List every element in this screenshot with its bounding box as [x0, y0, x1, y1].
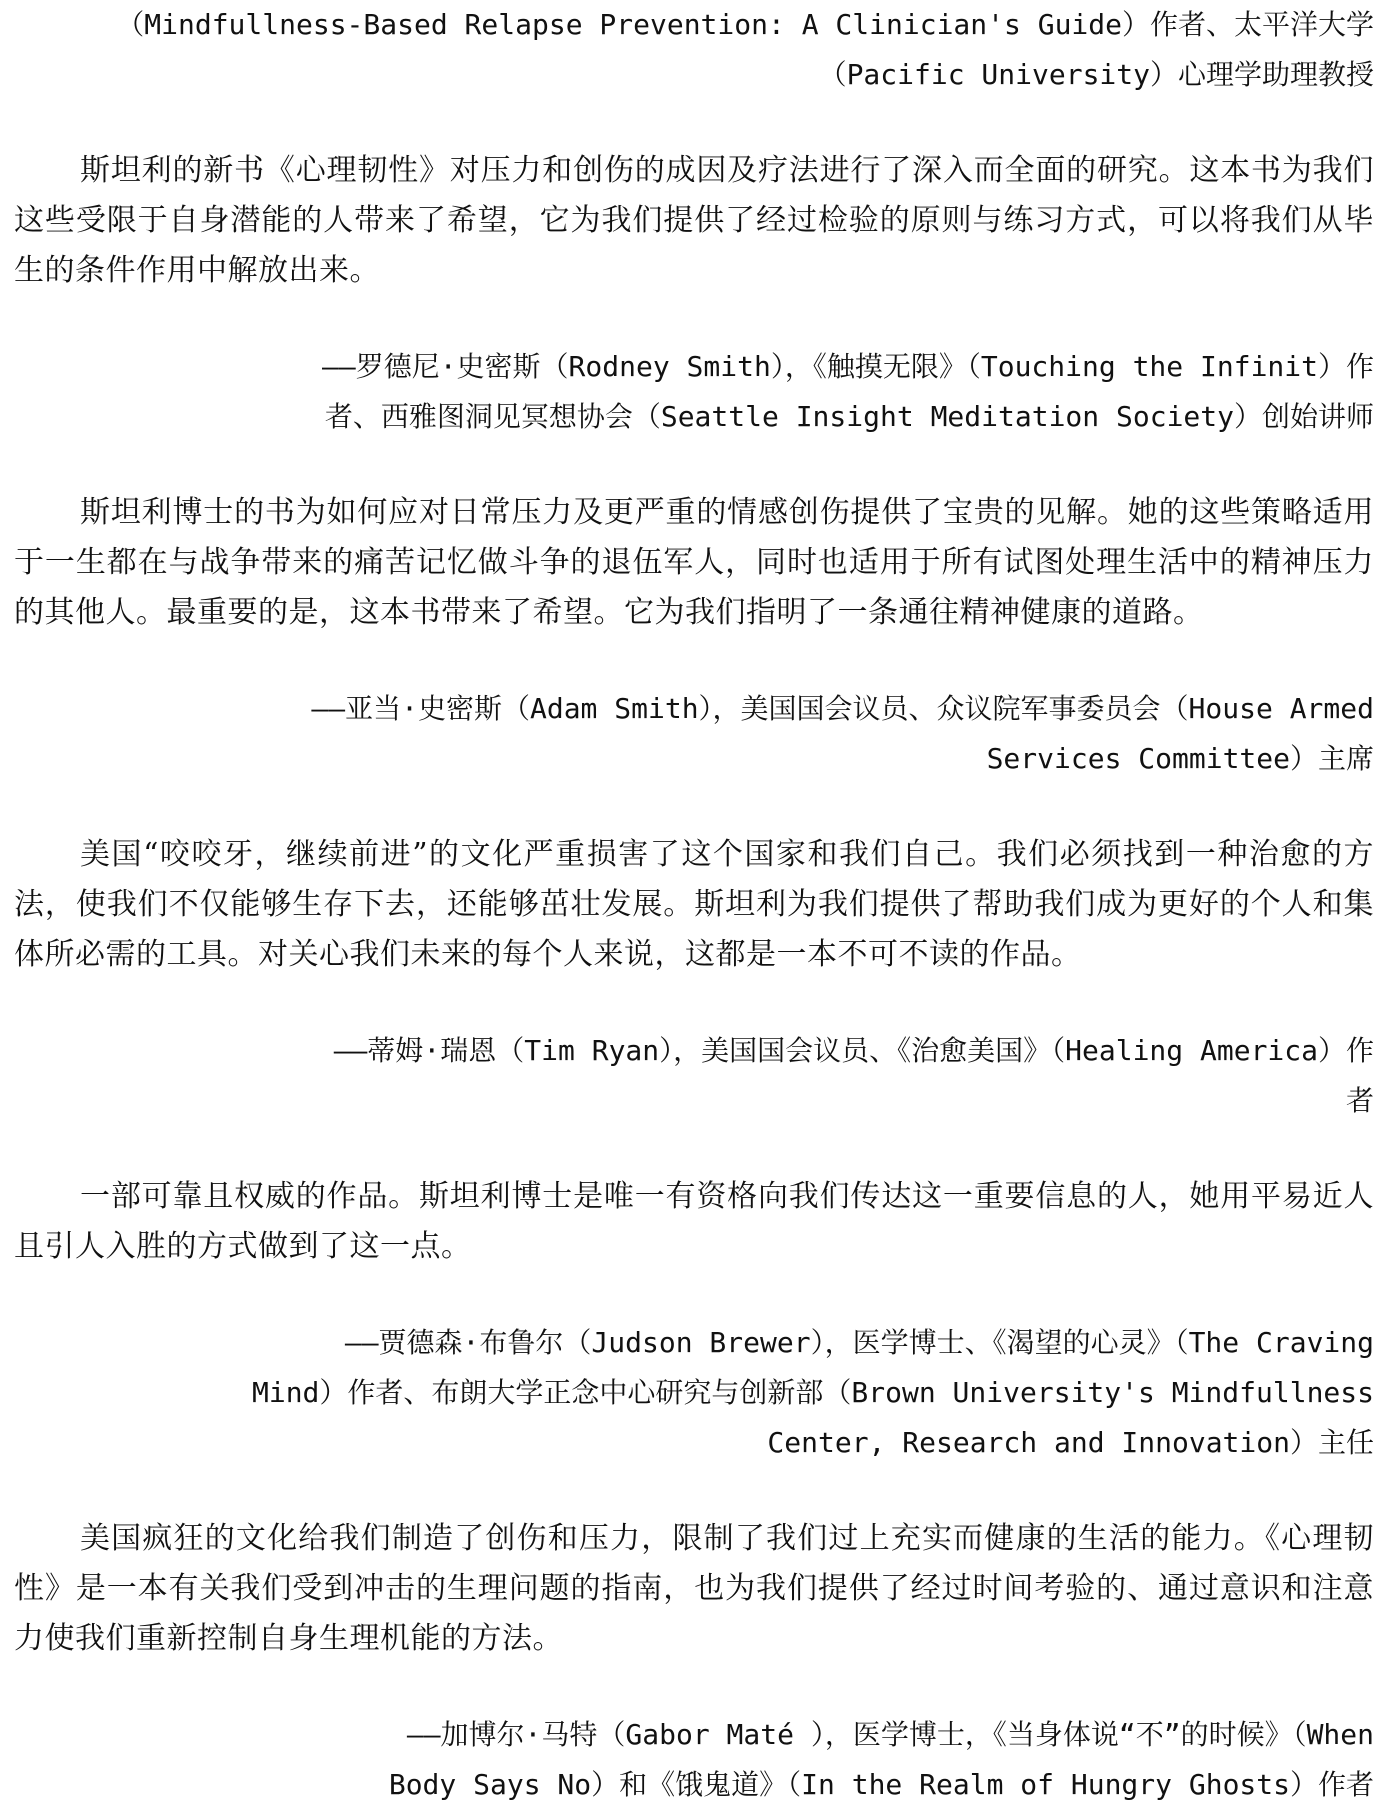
endorsement-paragraph-3: 美国“咬咬牙，继续前进”的文化严重损害了这个国家和我们自己。我们必须找到一种治愈的方法，使我们不仅能够生存下去，还能够茁壮发展。斯坦利为我们提供了帮助我们成为更好的个人和集体所必需的工具。对关心我们未来的每个人来说，这都是一本不可不读的作品。 [14, 837, 1374, 972]
attribution-line: （Pacific University）心理学助理教授 [818, 58, 1374, 91]
attribution-line: ——罗德尼·史密斯（Rodney Smith），《触摸无限》（Touching the Infinit）作 [321, 350, 1374, 383]
endorsement-paragraph-1: 斯坦利的新书《心理韧性》对压力和创伤的成因及疗法进行了深入而全面的研究。这本书为我们这些受限于自身潜能的人带来了希望，它为我们提供了经过检验的原则与练习方式，可以将我们从毕生的条件作用中解放出来。 [14, 153, 1374, 288]
attribution-line: Services Committee）主席 [986, 742, 1374, 775]
attribution-line: ——加博尔·马特（Gabor Maté ），医学博士，《当身体说“不”的时候》（When [406, 1718, 1374, 1751]
attribution-line: ——亚当·史密斯（Adam Smith），美国国会议员、众议院军事委员会（House Armed [311, 692, 1374, 725]
endorsement-paragraph-2: 斯坦利博士的书为如何应对日常压力及更严重的情感创伤提供了宝贵的见解。她的这些策略适用于一生都在与战争带来的痛苦记忆做斗争的退伍军人，同时也适用于所有试图处理生活中的精神压力的其他人。最重要的是，这本书带来了希望。它为我们指明了一条通往精神健康的道路。 [14, 495, 1374, 630]
attribution-line: （Mindfullness-Based Relapse Prevention: A Clinician's Guide）作者、太平洋大学 [116, 8, 1374, 41]
endorsement-paragraph-5: 美国疯狂的文化给我们制造了创伤和压力，限制了我们过上充实而健康的生活的能力。《心理韧性》是一本有关我们受到冲击的生理问题的指南，也为我们提供了经过时间考验的、通过意识和注意力使我们重新控制自身生理机能的方法。 [14, 1521, 1374, 1656]
attribution-3 [14, 684, 1374, 784]
attribution-1 [14, 0, 1374, 100]
attribution-line: Mind）作者、布朗大学正念中心研究与创新部（Brown University's Mindfullness [251, 1376, 1374, 1409]
attribution-6 [14, 1710, 1374, 1810]
attribution-line: ——蒂姆·瑞恩（Tim Ryan），美国国会议员、《治愈美国》（Healing America）作 [333, 1034, 1374, 1067]
attribution-line: 者、西雅图洞见冥想协会（Seattle Insight Meditation Society）创始讲师 [324, 400, 1374, 433]
attribution-line: Body Says No）和《饿鬼道》（In the Realm of Hungry Ghosts）作者 [388, 1768, 1374, 1801]
endorsement-paragraph-4: 一部可靠且权威的作品。斯坦利博士是唯一有资格向我们传达这一重要信息的人，她用平易近人且引人入胜的方式做到了这一点。 [14, 1179, 1374, 1264]
attribution-4 [14, 1026, 1374, 1126]
attribution-line: Center, Research and Innovation）主任 [767, 1426, 1374, 1459]
attribution-line: ——贾德森·布鲁尔（Judson Brewer），医学博士、《渴望的心灵》（The Craving [344, 1326, 1374, 1359]
attribution-2 [14, 342, 1374, 442]
document-page [14, 0, 1374, 1810]
attribution-line: 者 [1345, 1084, 1374, 1117]
attribution-5 [14, 1318, 1374, 1468]
